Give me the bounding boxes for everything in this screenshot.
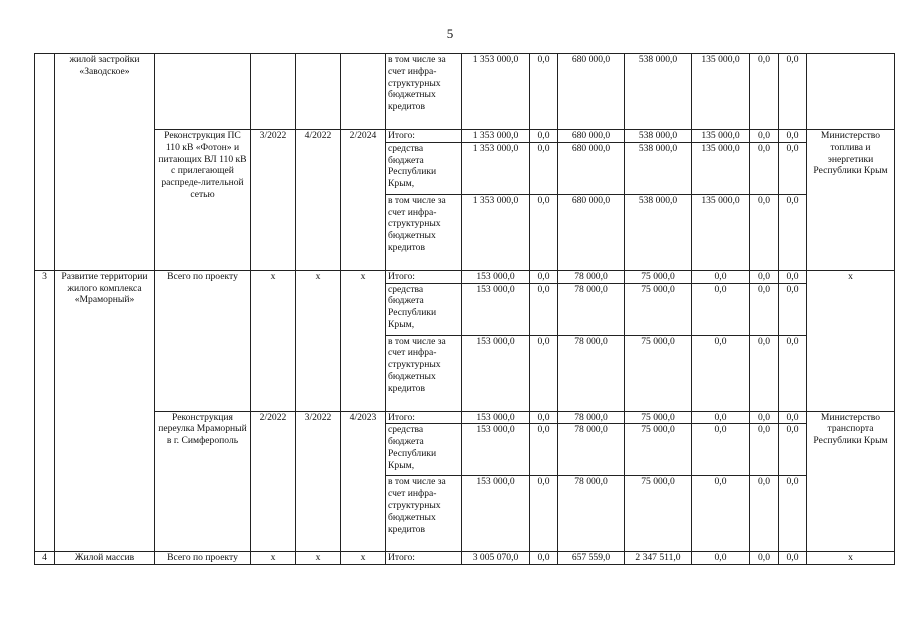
value-cell: 0,0 — [530, 283, 558, 335]
value-cell: 0,0 — [779, 194, 807, 270]
executor: Министерство транспорта Республики Крым — [807, 411, 895, 552]
source-label: Итого: — [386, 552, 462, 565]
executor: Министерство топлива и энергетики Республики Крым — [807, 130, 895, 271]
value-cell: 1 353 000,0 — [462, 142, 530, 194]
value-cell: 538 000,0 — [625, 142, 692, 194]
project-name-cell — [155, 54, 251, 130]
project-end: х — [296, 552, 341, 565]
value-cell: 680 000,0 — [558, 194, 625, 270]
value-cell: 0,0 — [530, 335, 558, 411]
value-cell: 0,0 — [750, 411, 779, 424]
value-cell: 0,0 — [530, 552, 558, 565]
page-number: 5 — [446, 26, 454, 41]
financing-table — [34, 53, 895, 565]
project-end: 3/2022 — [296, 411, 341, 552]
project-finish: х — [341, 270, 386, 411]
value-cell: 0,0 — [779, 335, 807, 411]
value-cell: 0,0 — [530, 424, 558, 476]
value-cell: 538 000,0 — [625, 194, 692, 270]
project-finish: х — [341, 552, 386, 565]
value-cell: 680 000,0 — [558, 54, 625, 130]
value-cell: 135 000,0 — [692, 54, 750, 130]
project-name: Всего по проекту — [155, 552, 251, 565]
object-name: жилой застройки «Заводское» — [55, 54, 155, 271]
project-end: 4/2022 — [296, 130, 341, 271]
value-cell: 0,0 — [750, 54, 779, 130]
project-finish: 2/2024 — [341, 130, 386, 271]
value-cell: 78 000,0 — [558, 476, 625, 552]
value-cell: 153 000,0 — [462, 476, 530, 552]
table-row — [35, 130, 895, 143]
value-cell: 0,0 — [692, 424, 750, 476]
project-start: х — [251, 552, 296, 565]
value-cell: 75 000,0 — [625, 424, 692, 476]
row-number: 3 — [35, 270, 55, 552]
project-name: Реконструкция ПС 110 кВ «Фотон» и питающих ВЛ 110 кВ с прилегающей распреде-лительной сетью — [155, 130, 251, 271]
project-start: х — [251, 270, 296, 411]
source-label: средства бюджета Республики Крым, — [386, 424, 462, 476]
value-cell: 78 000,0 — [558, 283, 625, 335]
project-name: Всего по проекту — [155, 270, 251, 411]
value-cell: 0,0 — [530, 270, 558, 283]
value-cell: 0,0 — [779, 283, 807, 335]
value-cell: 0,0 — [692, 335, 750, 411]
value-cell: 135 000,0 — [692, 142, 750, 194]
value-cell: 75 000,0 — [625, 411, 692, 424]
value-cell: 1 353 000,0 — [462, 194, 530, 270]
value-cell: 0,0 — [530, 54, 558, 130]
value-cell: 0,0 — [530, 142, 558, 194]
project-name: Реконструкция переулка Мраморный в г. Симферополь — [155, 411, 251, 552]
row-num-cell — [35, 54, 55, 271]
value-cell: 78 000,0 — [558, 411, 625, 424]
table-row — [35, 54, 895, 130]
value-cell: 0,0 — [530, 130, 558, 143]
source-label: Итого: — [386, 411, 462, 424]
object-name: Жилой массив — [55, 552, 155, 565]
value-cell: 0,0 — [779, 270, 807, 283]
value-cell: 0,0 — [530, 194, 558, 270]
value-cell: 0,0 — [750, 424, 779, 476]
value-cell: 0,0 — [750, 552, 779, 565]
value-cell: 657 559,0 — [558, 552, 625, 565]
table-row — [35, 411, 895, 424]
value-cell: 680 000,0 — [558, 130, 625, 143]
value-cell: 153 000,0 — [462, 411, 530, 424]
project-finish: 4/2023 — [341, 411, 386, 552]
value-cell: 1 353 000,0 — [462, 130, 530, 143]
value-cell: 0,0 — [779, 411, 807, 424]
source-label: в том числе за счет инфра-структурных бюджетных кредитов — [386, 54, 462, 130]
value-cell: 0,0 — [779, 552, 807, 565]
value-cell: 0,0 — [692, 476, 750, 552]
value-cell: 153 000,0 — [462, 335, 530, 411]
executor: х — [807, 552, 895, 565]
value-cell: 2 347 511,0 — [625, 552, 692, 565]
table-row — [35, 552, 895, 565]
value-cell: 538 000,0 — [625, 130, 692, 143]
value-cell: 0,0 — [779, 54, 807, 130]
source-label: в том числе за счет инфра-структурных бюджетных кредитов — [386, 335, 462, 411]
value-cell: 3 005 070,0 — [462, 552, 530, 565]
value-cell: 538 000,0 — [625, 54, 692, 130]
executor-cell — [807, 54, 895, 130]
value-cell: 0,0 — [779, 424, 807, 476]
value-cell: 135 000,0 — [692, 130, 750, 143]
source-label: в том числе за счет инфра-структурных бюджетных кредитов — [386, 194, 462, 270]
source-label: средства бюджета Республики Крым, — [386, 142, 462, 194]
row-number: 4 — [35, 552, 55, 565]
value-cell: 78 000,0 — [558, 270, 625, 283]
value-cell: 0,0 — [779, 476, 807, 552]
value-cell: 135 000,0 — [692, 194, 750, 270]
value-cell: 0,0 — [750, 142, 779, 194]
value-cell: 0,0 — [692, 411, 750, 424]
value-cell: 0,0 — [750, 270, 779, 283]
table-row — [35, 270, 895, 283]
value-cell: 1 353 000,0 — [462, 54, 530, 130]
value-cell: 0,0 — [692, 270, 750, 283]
value-cell: 0,0 — [530, 476, 558, 552]
project-start: 2/2022 — [251, 411, 296, 552]
start-cell — [251, 54, 296, 130]
source-label: Итого: — [386, 130, 462, 143]
value-cell: 153 000,0 — [462, 283, 530, 335]
value-cell: 0,0 — [750, 283, 779, 335]
value-cell: 75 000,0 — [625, 270, 692, 283]
source-label: Итого: — [386, 270, 462, 283]
source-label: средства бюджета Республики Крым, — [386, 283, 462, 335]
value-cell: 0,0 — [692, 552, 750, 565]
value-cell: 0,0 — [750, 130, 779, 143]
value-cell: 0,0 — [530, 411, 558, 424]
project-start: 3/2022 — [251, 130, 296, 271]
finish-cell — [341, 54, 386, 130]
value-cell: 0,0 — [750, 476, 779, 552]
value-cell: 0,0 — [692, 283, 750, 335]
project-end: х — [296, 270, 341, 411]
object-name: Развитие территории жилого комплекса «Мраморный» — [55, 270, 155, 552]
value-cell: 0,0 — [750, 194, 779, 270]
value-cell: 680 000,0 — [558, 142, 625, 194]
value-cell: 75 000,0 — [625, 283, 692, 335]
value-cell: 78 000,0 — [558, 335, 625, 411]
value-cell: 75 000,0 — [625, 476, 692, 552]
value-cell: 153 000,0 — [462, 424, 530, 476]
end-cell — [296, 54, 341, 130]
value-cell: 0,0 — [750, 335, 779, 411]
value-cell: 153 000,0 — [462, 270, 530, 283]
value-cell: 78 000,0 — [558, 424, 625, 476]
value-cell: 0,0 — [779, 130, 807, 143]
value-cell: 75 000,0 — [625, 335, 692, 411]
source-label: в том числе за счет инфра-структурных бюджетных кредитов — [386, 476, 462, 552]
value-cell: 0,0 — [779, 142, 807, 194]
executor: х — [807, 270, 895, 411]
